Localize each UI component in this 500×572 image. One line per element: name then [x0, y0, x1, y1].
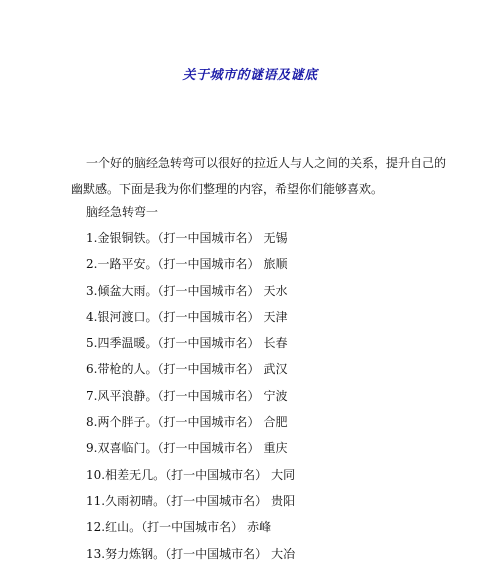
riddle-number: 7. [86, 388, 98, 403]
riddle-number: 2. [86, 257, 98, 272]
riddle-question: 久雨初晴。（打一中国城市名） [105, 493, 268, 508]
riddle-item [86, 467, 295, 493]
riddle-question: 带枪的人。（打一中国城市名） [97, 362, 260, 377]
riddle-item [86, 361, 295, 387]
riddle-item [86, 546, 295, 572]
riddle-item [86, 309, 295, 335]
riddle-number: 6. [86, 362, 98, 377]
riddle-answer: 无锡 [263, 231, 288, 245]
riddle-number: 5. [86, 336, 98, 351]
riddle-item [86, 414, 295, 440]
riddle-number: 13. [86, 546, 106, 561]
riddle-item [86, 335, 295, 361]
riddle-answer: 天水 [263, 283, 288, 298]
riddle-question: 红山。（打一中国城市名） [105, 520, 244, 535]
riddle-question: 银河渡口。（打一中国城市名） [97, 309, 260, 324]
riddle-question: 倾盆大雨。（打一中国城市名） [97, 283, 260, 298]
intro-line-2: 幽默感。下面是我为你们整理的内容，希望你们能够喜欢。 [71, 182, 384, 196]
riddle-answer: 大同 [271, 467, 296, 482]
riddle-question: 一路平安。（打一中国城市名） [97, 257, 260, 272]
riddle-answer: 长春 [263, 336, 288, 351]
section-heading: 脑经急转弯一 [86, 205, 159, 219]
riddle-number: 1. [86, 231, 98, 245]
riddle-answer: 贵阳 [271, 493, 296, 508]
riddle-answer: 旅顺 [263, 257, 288, 272]
riddle-number: 12. [86, 520, 106, 535]
riddle-list [86, 230, 295, 572]
riddle-number: 3. [86, 283, 98, 298]
riddle-question: 努力炼钢。（打一中国城市名） [105, 546, 268, 561]
riddle-number: 9. [86, 441, 98, 456]
riddle-item [86, 230, 295, 256]
riddle-number: 10. [86, 467, 106, 482]
riddle-number: 8. [86, 415, 98, 430]
riddle-answer: 合肥 [263, 415, 288, 430]
riddle-answer: 赤峰 [247, 520, 272, 535]
riddle-question: 两个胖子。（打一中国城市名） [97, 415, 260, 430]
riddle-item [86, 519, 295, 545]
intro-paragraph [71, 150, 447, 202]
document-title: 关于城市的谜语及谜底 [182, 68, 318, 83]
riddle-item [86, 388, 295, 414]
riddle-item [86, 440, 295, 466]
riddle-question: 金银铜铁。（打一中国城市名） [97, 231, 260, 245]
riddle-number: 11. [86, 493, 106, 508]
riddle-answer: 武汉 [263, 362, 288, 377]
riddle-question: 风平浪静。（打一中国城市名） [97, 388, 260, 403]
riddle-question: 相差无几。（打一中国城市名） [105, 467, 268, 482]
riddle-question: 四季温暖。（打一中国城市名） [97, 336, 260, 351]
riddle-answer: 大冶 [271, 546, 296, 561]
riddle-answer: 重庆 [263, 441, 288, 456]
riddle-question: 双喜临门。（打一中国城市名） [97, 441, 260, 456]
intro-line-1: 一个好的脑经急转弯可以很好的拉近人与人之间的关系，提升自己的 [86, 156, 447, 170]
riddle-answer: 宁波 [263, 388, 288, 403]
riddle-item [86, 283, 295, 309]
riddle-item [86, 256, 295, 282]
riddle-number: 4. [86, 309, 98, 324]
riddle-answer: 天津 [263, 309, 288, 324]
riddle-item [86, 493, 295, 519]
